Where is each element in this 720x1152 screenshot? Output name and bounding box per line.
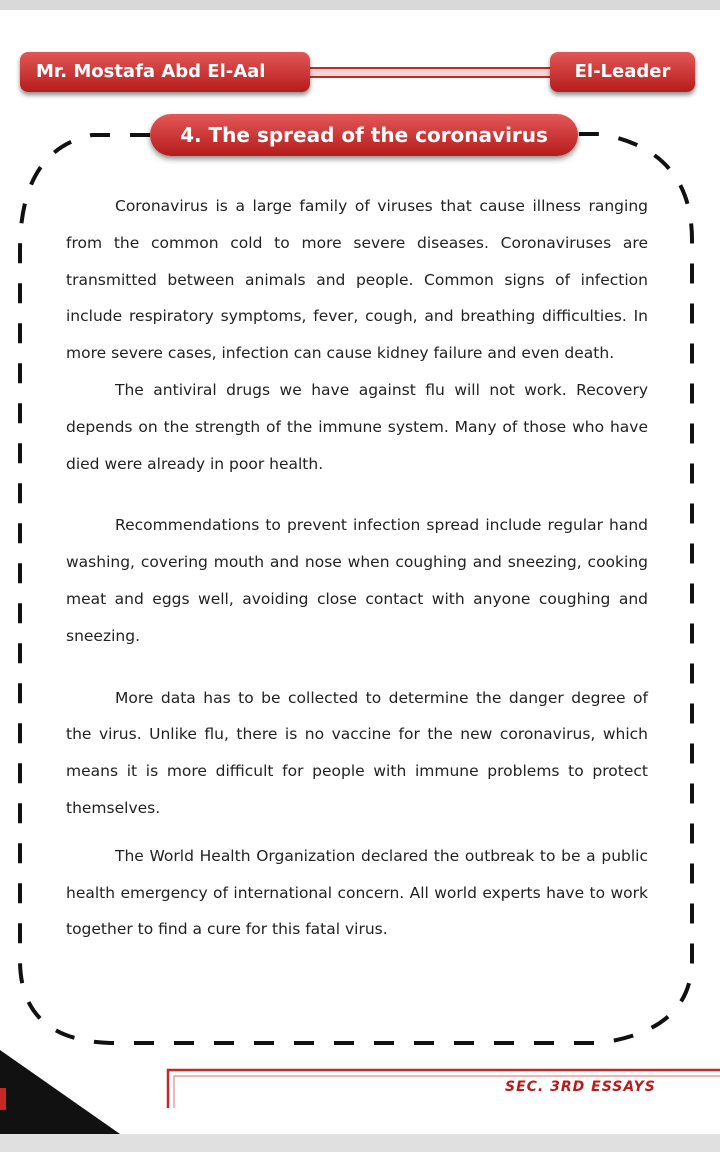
essay-paragraph: Recommendations to prevent infection spread include regular hand washing, covering mouth and nose when coughing and sneezing, cooking meat and eggs well, avoiding close contact with anyone coughing and sneezing.	[66, 516, 648, 645]
essay-body	[66, 188, 648, 948]
brand-badge	[550, 52, 695, 92]
header-connector-line	[305, 68, 555, 77]
essay-title: 4. The spread of the coronavirus	[180, 123, 548, 147]
corner-red-mark	[0, 1088, 6, 1110]
essay-title-badge	[150, 114, 578, 156]
author-name: Mr. Mostafa Abd El-Aal	[36, 61, 266, 82]
essay-paragraph: Coronavirus is a large family of viruses that cause illness ranging from the common cold to more severe diseases. Coronaviruses are transmitted between animals and people. Common signs of infection include respiratory symptoms, fever, cough, and breathing difficulties. In more severe cases, infection can cause kidney failure and even death.	[66, 197, 648, 363]
essay-paragraph: The World Health Organization declared the outbreak to be a public health emergency of international concern. All world experts have to work together to find a cure for this fatal virus.	[66, 846, 648, 939]
essay-paragraph: The antiviral drugs we have against flu will not work. Recovery depends on the strength of the immune system. Many of those who have died were already in poor health.	[66, 380, 648, 473]
brand-name: El-Leader	[574, 61, 671, 82]
bottom-page-edge	[0, 1134, 720, 1152]
corner-triangle	[0, 1050, 120, 1134]
footer-label: SEC. 3RD ESSAYS	[505, 1079, 656, 1095]
essay-paragraph: More data has to be collected to determine the danger degree of the virus. Unlike flu, there is no vaccine for the new coronavirus, which means it is more difficult for people with immune problems to protect themselves.	[66, 688, 648, 817]
author-badge	[20, 52, 310, 92]
